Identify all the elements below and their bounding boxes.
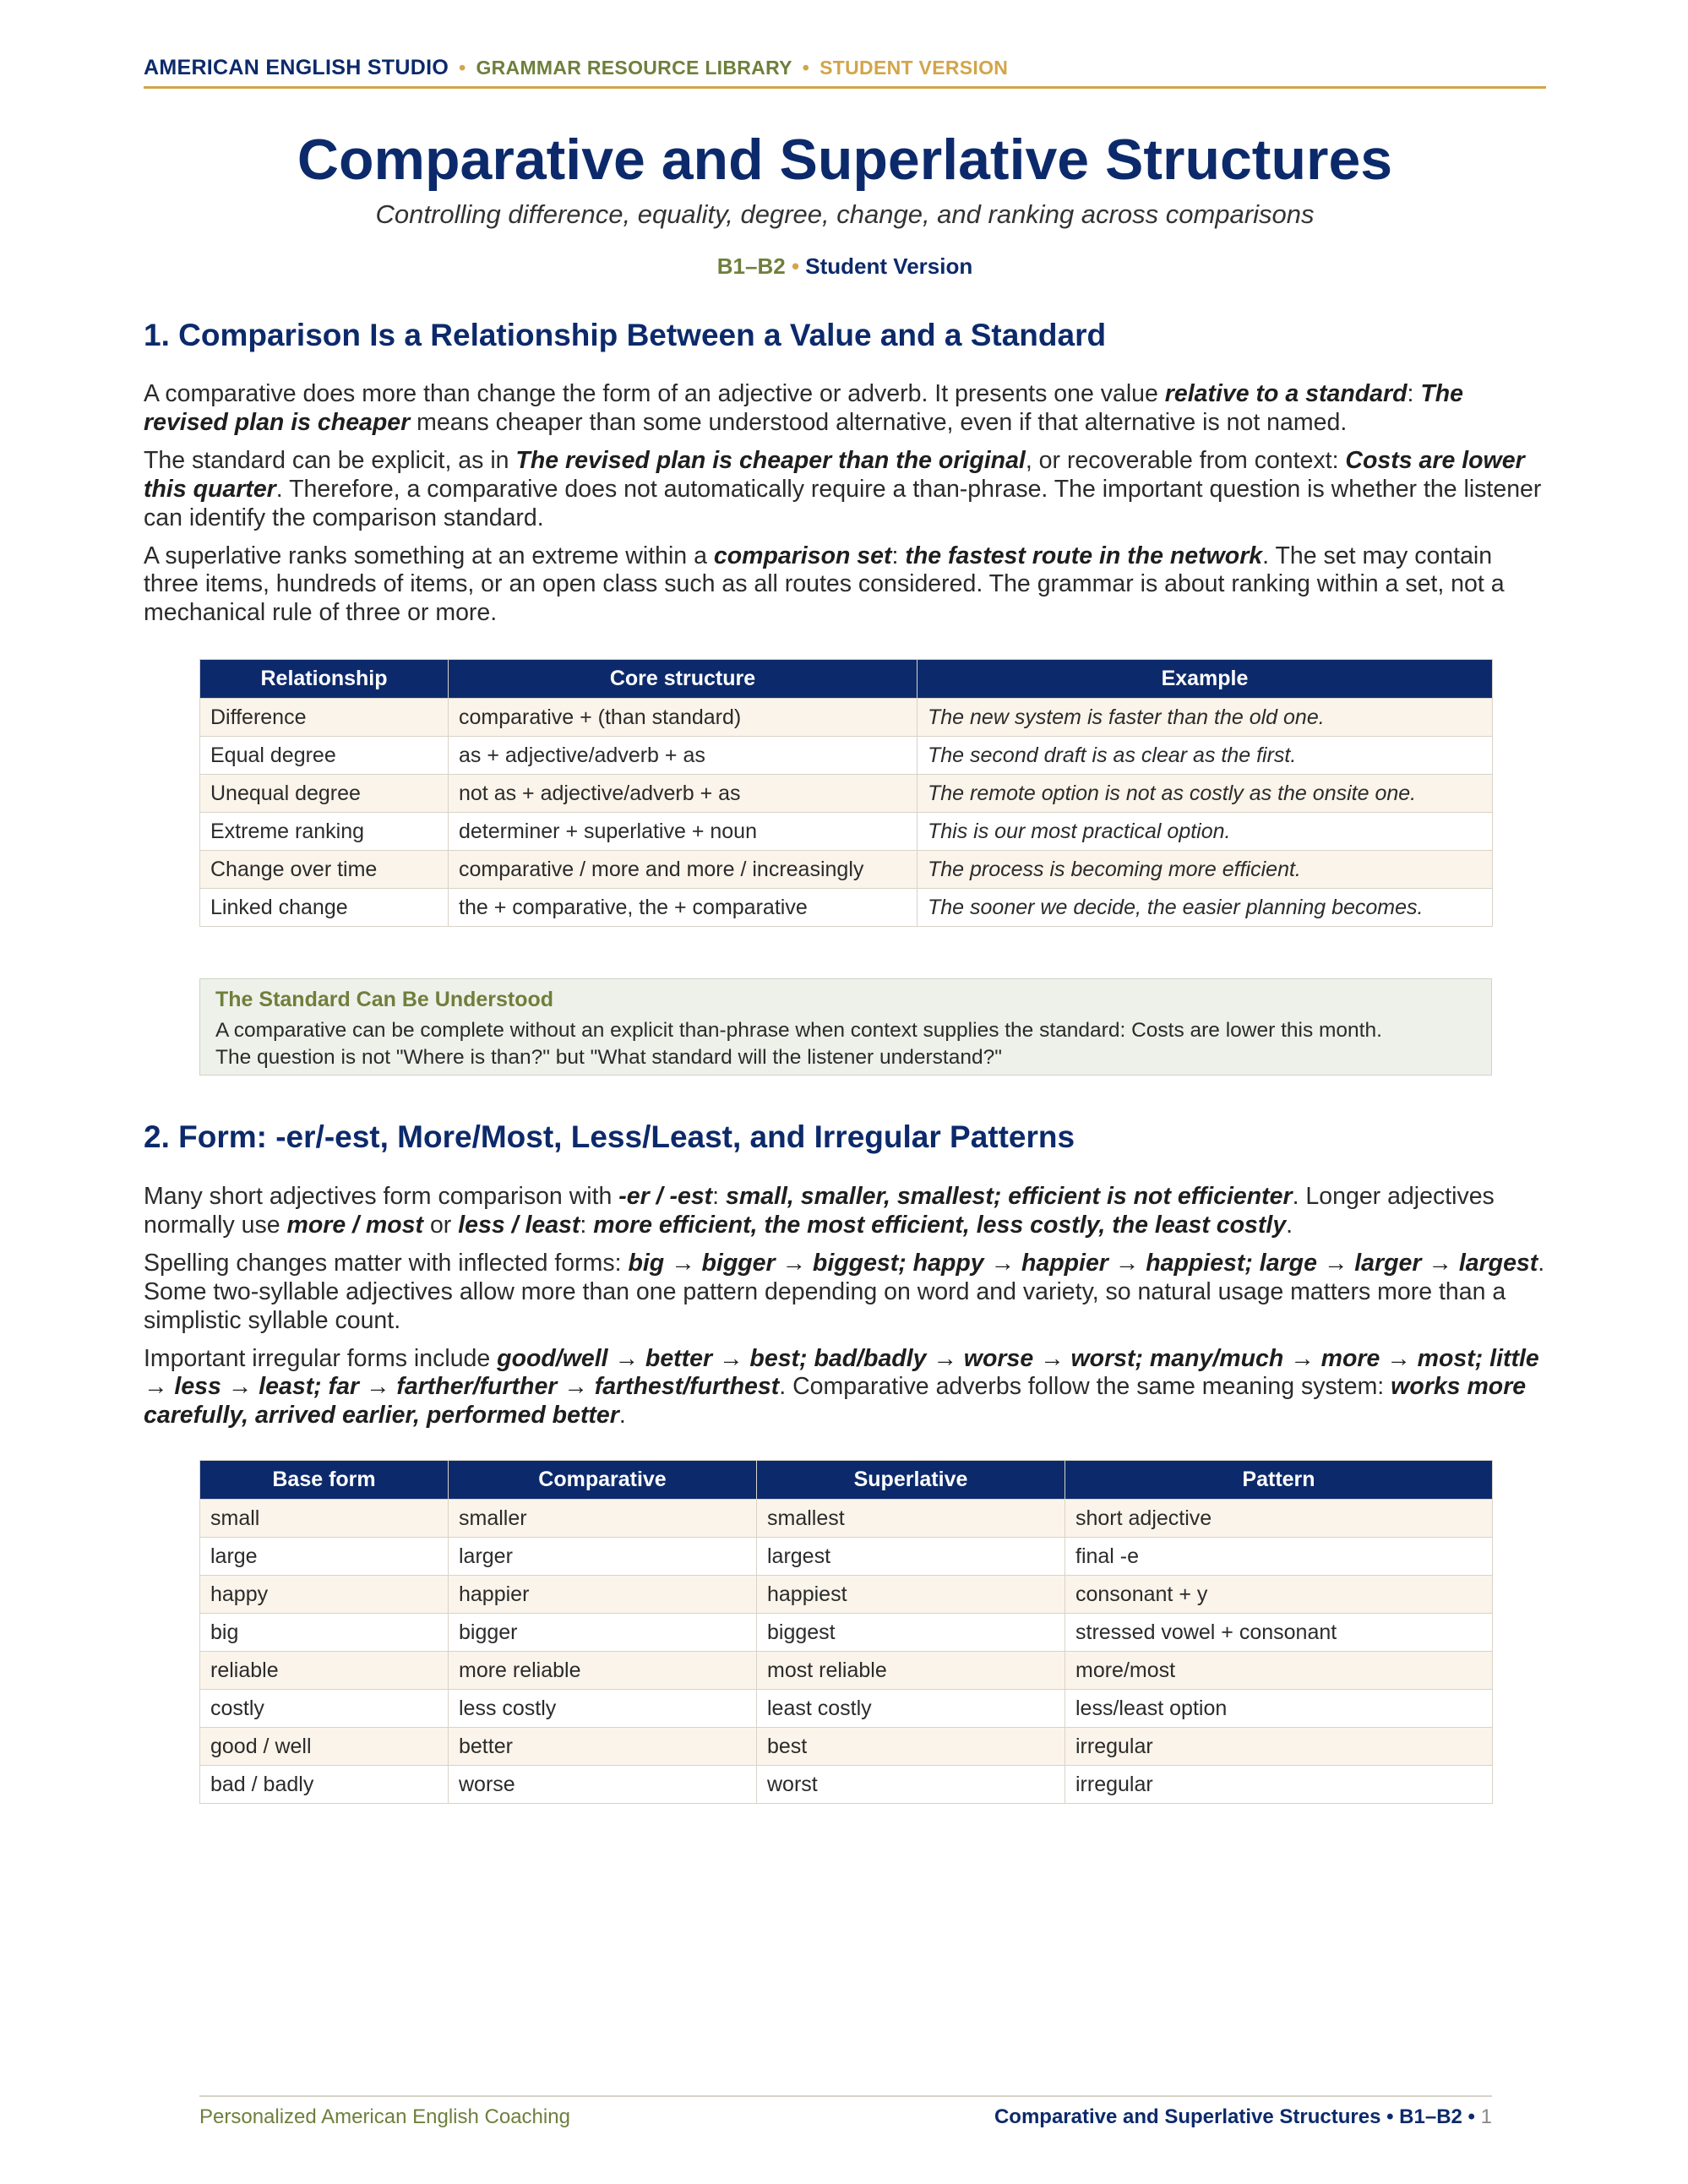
table-cell: as + adjective/adverb + as bbox=[449, 737, 918, 775]
emphasis-text: The revised plan is cheaper bbox=[144, 380, 1463, 436]
table-cell: better bbox=[449, 1728, 757, 1766]
table-cell: This is our most practical option. bbox=[918, 813, 1493, 851]
table-row bbox=[200, 1614, 1493, 1652]
column-header: Comparative bbox=[449, 1461, 757, 1500]
column-header: Base form bbox=[200, 1461, 449, 1500]
title-block bbox=[144, 127, 1546, 280]
text-run: : bbox=[580, 1211, 594, 1239]
paragraph bbox=[144, 1250, 1546, 1336]
table-cell: worst bbox=[757, 1766, 1065, 1804]
table-cell: bad / badly bbox=[200, 1766, 449, 1804]
table-cell: smallest bbox=[757, 1500, 1065, 1538]
header-version: STUDENT VERSION bbox=[819, 57, 1009, 79]
table-row bbox=[200, 1576, 1493, 1614]
table-cell: more/most bbox=[1065, 1652, 1493, 1690]
table-cell: worse bbox=[449, 1766, 757, 1804]
header-separator: • bbox=[459, 57, 466, 79]
table-cell: happier bbox=[449, 1576, 757, 1614]
section-2-heading: 2. Form: -er/-est, More/Most, Less/Least, and Irregular Patterns bbox=[144, 1119, 1075, 1154]
table-cell: the + comparative, the + comparative bbox=[449, 889, 918, 927]
table-cell: The remote option is not as costly as the onsite one. bbox=[918, 775, 1493, 813]
text-run: : bbox=[891, 542, 906, 569]
page-footer bbox=[199, 2095, 1492, 2128]
footer-right bbox=[994, 2105, 1492, 2129]
table-cell: good / well bbox=[200, 1728, 449, 1766]
table-cell: stressed vowel + consonant bbox=[1065, 1614, 1493, 1652]
column-header: Superlative bbox=[757, 1461, 1065, 1500]
level-label: B1–B2 bbox=[716, 253, 786, 280]
emphasis-text: good/well → better → best; bad/badly → worse → worst; many/much → more → most; little → less → least; far → farther/further → farthest/furthest bbox=[144, 1344, 1539, 1401]
table-cell: not as + adjective/adverb + as bbox=[449, 775, 918, 813]
running-header bbox=[144, 56, 1546, 89]
emphasis-text: small, smaller, smallest; efficient is not efficienter bbox=[726, 1183, 1293, 1210]
text-run: A superlative ranks something at an extreme within a bbox=[144, 542, 714, 569]
text-run: A comparative does more than change the form of an adjective or adverb. It presents one value bbox=[144, 380, 1165, 407]
table-row bbox=[200, 1538, 1493, 1576]
emphasis-text: more efficient, the most efficient, less costly, the least costly bbox=[593, 1211, 1287, 1239]
text-run: : bbox=[1407, 380, 1421, 407]
table-header-row bbox=[200, 660, 1493, 699]
text-run: . Therefore, a comparative does not automatically require a than-phrase. The important question is whether the listener can identify the comparison standard. bbox=[144, 475, 1542, 531]
relationship-table bbox=[199, 659, 1493, 927]
text-run: Spelling changes matter with inflected forms: bbox=[144, 1249, 629, 1277]
text-run: . Longer adjectives normally use bbox=[144, 1183, 1495, 1239]
table-cell: Linked change bbox=[200, 889, 449, 927]
table-cell: final -e bbox=[1065, 1538, 1493, 1576]
column-header: Relationship bbox=[200, 660, 449, 699]
table-cell: short adjective bbox=[1065, 1500, 1493, 1538]
emphasis-text: comparison set bbox=[713, 542, 892, 569]
emphasis-text: -er / -est bbox=[618, 1183, 713, 1210]
text-run: Important irregular forms include bbox=[144, 1344, 498, 1372]
table-cell: comparative + (than standard) bbox=[449, 699, 918, 737]
table-cell: less/least option bbox=[1065, 1690, 1493, 1728]
table-cell: consonant + y bbox=[1065, 1576, 1493, 1614]
emphasis-text: The revised plan is cheaper than the original bbox=[515, 446, 1026, 474]
table-cell: larger bbox=[449, 1538, 757, 1576]
header-separator: • bbox=[802, 57, 810, 79]
level-line bbox=[144, 253, 1546, 280]
table-row bbox=[200, 1500, 1493, 1538]
table-cell: biggest bbox=[757, 1614, 1065, 1652]
section-1-heading: 1. Comparison Is a Relationship Between a Value and a Standard bbox=[144, 318, 1107, 352]
paragraph bbox=[144, 447, 1546, 533]
table-cell: reliable bbox=[200, 1652, 449, 1690]
callout-text bbox=[215, 1017, 1476, 1071]
table-cell: Equal degree bbox=[200, 737, 449, 775]
table-row bbox=[200, 1766, 1493, 1804]
page-title: Comparative and Superlative Structures bbox=[297, 128, 1393, 192]
table-cell: small bbox=[200, 1500, 449, 1538]
table-header-row bbox=[200, 1461, 1493, 1500]
section-1-body bbox=[144, 380, 1546, 637]
emphasis-text: less / least bbox=[458, 1211, 580, 1239]
paragraph bbox=[144, 1345, 1546, 1431]
table-cell: more reliable bbox=[449, 1652, 757, 1690]
emphasis-text: relative to a standard bbox=[1164, 380, 1408, 407]
table-cell: happy bbox=[200, 1576, 449, 1614]
table-row bbox=[200, 737, 1493, 775]
text-run: The question is not "Where is than?" but "What standard will the listener understand?" bbox=[215, 1045, 1002, 1069]
paragraph bbox=[144, 1183, 1546, 1240]
emphasis-text: the fastest route in the network bbox=[905, 542, 1263, 569]
table-cell: comparative / more and more / increasingly bbox=[449, 851, 918, 889]
table-cell: irregular bbox=[1065, 1728, 1493, 1766]
table-cell: determiner + superlative + noun bbox=[449, 813, 918, 851]
section-2-body bbox=[144, 1183, 1546, 1440]
table-cell: Difference bbox=[200, 699, 449, 737]
text-run: , or recoverable from context: bbox=[1025, 446, 1346, 474]
table-cell: largest bbox=[757, 1538, 1065, 1576]
emphasis-text: big → bigger → biggest; happy → happier → happiest; large → larger → largest bbox=[628, 1249, 1538, 1277]
text-run: . The set may contain three items, hundreds of items, or an open class such as all routes considered. The grammar is about ranking within a set, not a mechanical rule of three or more. bbox=[144, 542, 1505, 627]
table-row bbox=[200, 1728, 1493, 1766]
page-subtitle: Controlling difference, equality, degree, change, and ranking across comparisons bbox=[375, 199, 1315, 230]
table-cell: The process is becoming more efficient. bbox=[918, 851, 1493, 889]
text-run: or bbox=[423, 1211, 459, 1239]
table-row bbox=[200, 813, 1493, 851]
table-cell: Unequal degree bbox=[200, 775, 449, 813]
version-label: Student Version bbox=[805, 253, 973, 280]
emphasis-text: works more carefully, arrived earlier, performed better bbox=[144, 1373, 1527, 1430]
note-callout bbox=[199, 978, 1492, 1076]
table-cell: The new system is faster than the old one. bbox=[918, 699, 1493, 737]
table-cell: costly bbox=[200, 1690, 449, 1728]
table-cell: bigger bbox=[449, 1614, 757, 1652]
table-row bbox=[200, 1652, 1493, 1690]
table-cell: best bbox=[757, 1728, 1065, 1766]
table-row bbox=[200, 851, 1493, 889]
column-header: Core structure bbox=[449, 660, 918, 699]
footer-left: Personalized American English Coaching bbox=[199, 2105, 570, 2128]
paragraph bbox=[144, 542, 1546, 629]
header-brand: AMERICAN ENGLISH STUDIO bbox=[144, 56, 449, 79]
table-row bbox=[200, 1690, 1493, 1728]
emphasis-text: more / most bbox=[286, 1211, 424, 1239]
text-run: means cheaper than some understood alternative, even if that alternative is not named. bbox=[410, 408, 1348, 436]
paragraph bbox=[144, 380, 1546, 438]
text-run: The standard can be explicit, as in bbox=[144, 446, 516, 474]
text-run: Many short adjectives form comparison with bbox=[144, 1183, 619, 1210]
text-run: . Comparative adverbs follow the same meaning system: bbox=[779, 1373, 1391, 1401]
text-run: A comparative can be complete without an explicit than-phrase when context supplies the standard: Costs are lower this month. bbox=[215, 1019, 1382, 1042]
table-row bbox=[200, 775, 1493, 813]
callout-title: The Standard Can Be Understood bbox=[215, 988, 554, 1011]
emphasis-text: Costs are lower this quarter bbox=[144, 446, 1525, 503]
table-cell: happiest bbox=[757, 1576, 1065, 1614]
page-number: 1 bbox=[1480, 2105, 1492, 2128]
text-run: : bbox=[712, 1183, 727, 1210]
column-header: Example bbox=[918, 660, 1493, 699]
table-cell: The second draft is as clear as the first. bbox=[918, 737, 1493, 775]
text-run: . bbox=[1286, 1211, 1293, 1239]
table-cell: less costly bbox=[449, 1690, 757, 1728]
table-cell: big bbox=[200, 1614, 449, 1652]
header-library: GRAMMAR RESOURCE LIBRARY bbox=[476, 57, 792, 79]
text-run: . bbox=[618, 1402, 626, 1430]
table-cell: large bbox=[200, 1538, 449, 1576]
table-cell: smaller bbox=[449, 1500, 757, 1538]
table-cell: irregular bbox=[1065, 1766, 1493, 1804]
column-header: Pattern bbox=[1065, 1461, 1493, 1500]
table-cell: most reliable bbox=[757, 1652, 1065, 1690]
table-row bbox=[200, 699, 1493, 737]
text-run: Comparative and Superlative Structures • B1–B2 • bbox=[994, 2105, 1475, 2128]
table-cell: least costly bbox=[757, 1690, 1065, 1728]
level-separator: • bbox=[791, 253, 800, 280]
text-run: . Some two-syllable adjectives allow more than one pattern depending on word and variety, so natural usage matters more than a simplistic syllable count. bbox=[144, 1249, 1545, 1334]
forms-table bbox=[199, 1460, 1493, 1804]
table-cell: The sooner we decide, the easier planning becomes. bbox=[918, 889, 1493, 927]
table-cell: Change over time bbox=[200, 851, 449, 889]
table-cell: Extreme ranking bbox=[200, 813, 449, 851]
table-row bbox=[200, 889, 1493, 927]
